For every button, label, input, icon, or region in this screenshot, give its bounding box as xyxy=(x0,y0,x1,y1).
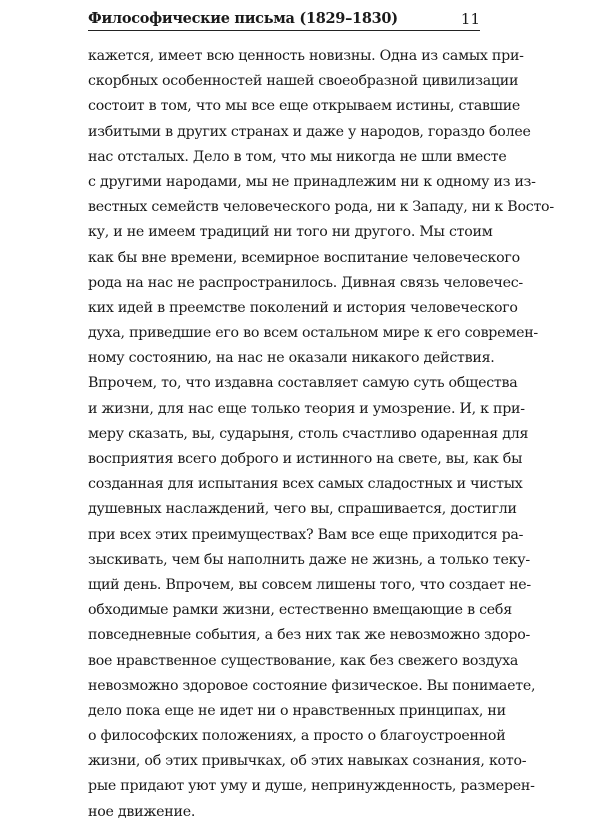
text-line: избитыми в других странах и даже у народов, гораздо более xyxy=(88,123,531,140)
text-line: обходимые рамки жизни, естественно вмещающие в себя xyxy=(88,602,512,619)
text-line: состоит в том, что мы все еще открываем истины, ставшие xyxy=(88,98,521,115)
text-line: дело пока еще не идет ни о нравственных принципах, ни xyxy=(88,702,506,719)
text-line: рода на нас не распространилось. Дивная связь человечес- xyxy=(88,274,523,291)
text-line: как бы вне времени, всемирное воспитание человеческого xyxy=(88,249,520,266)
text-line: нас отсталых. Дело в том, что мы никогда не шли вместе xyxy=(88,148,507,165)
text-line: созданная для испытания всех самых сладостных и чистых xyxy=(88,476,523,493)
text-line: невозможно здоровое состояние физическое. Вы понимаете, xyxy=(88,677,536,694)
text-line: щий день. Впрочем, вы совсем лишены того, что создает не- xyxy=(88,576,531,593)
text-line: при всех этих преимуществах? Вам все еще приходится ра- xyxy=(88,526,524,543)
text-line: меру сказать, вы, сударыня, столь счастливо одаренная для xyxy=(88,425,529,442)
text-line: вестных семейств человеческого рода, ни к Западу, ни к Восто- xyxy=(88,199,554,216)
text-line: кажется, имеет всю ценность новизны. Одна из самых при- xyxy=(88,48,524,64)
text-line: Впрочем, то, что издавна составляет самую суть общества xyxy=(88,375,518,392)
text-line: ному состоянию, на нас не оказали никакого действия. xyxy=(88,350,495,367)
text-line: душевных наслаждений, чего вы, спрашивается, достигли xyxy=(88,501,517,518)
text-line: зыскивать, чем бы наполнить даже не жизнь, а только теку- xyxy=(88,551,530,568)
text-line: ку, и не имеем традиций ни того ни другого. Мы стоим xyxy=(88,224,493,241)
text-line: скорбных особенностей нашей своеобразной цивилизации xyxy=(88,73,519,90)
text-line: с другими народами, мы не принадлежим ни к одному из из- xyxy=(88,173,536,190)
text-line: рые придают уют уму и душе, непринужденность, размерен- xyxy=(88,778,535,795)
text-line: повседневные события, а без них так же невозможно здоро- xyxy=(88,627,531,644)
text-line: вое нравственное существование, как без свежего воздуха xyxy=(88,652,519,669)
text-line: ких идей в преемстве поколений и история человеческого xyxy=(88,299,518,316)
body-text xyxy=(88,44,554,825)
text-line: ное движение. xyxy=(88,803,196,820)
text-line: жизни, об этих привычках, об этих навыках сознания, кото- xyxy=(88,753,527,770)
text-line: восприятия всего доброго и истинного на свете, вы, как бы xyxy=(88,451,523,467)
page-header xyxy=(88,8,480,31)
text-line: духа, приведшие его во всем остальном мире к его современ- xyxy=(88,325,538,342)
text-line: о философских положениях, а просто о благоустроенной xyxy=(88,728,506,745)
running-title: Философические письма (1829–1830) xyxy=(88,10,398,27)
text-line: и жизни, для нас еще только теория и умозрение. И, к при- xyxy=(88,400,525,417)
page-number: 11 xyxy=(460,10,480,28)
